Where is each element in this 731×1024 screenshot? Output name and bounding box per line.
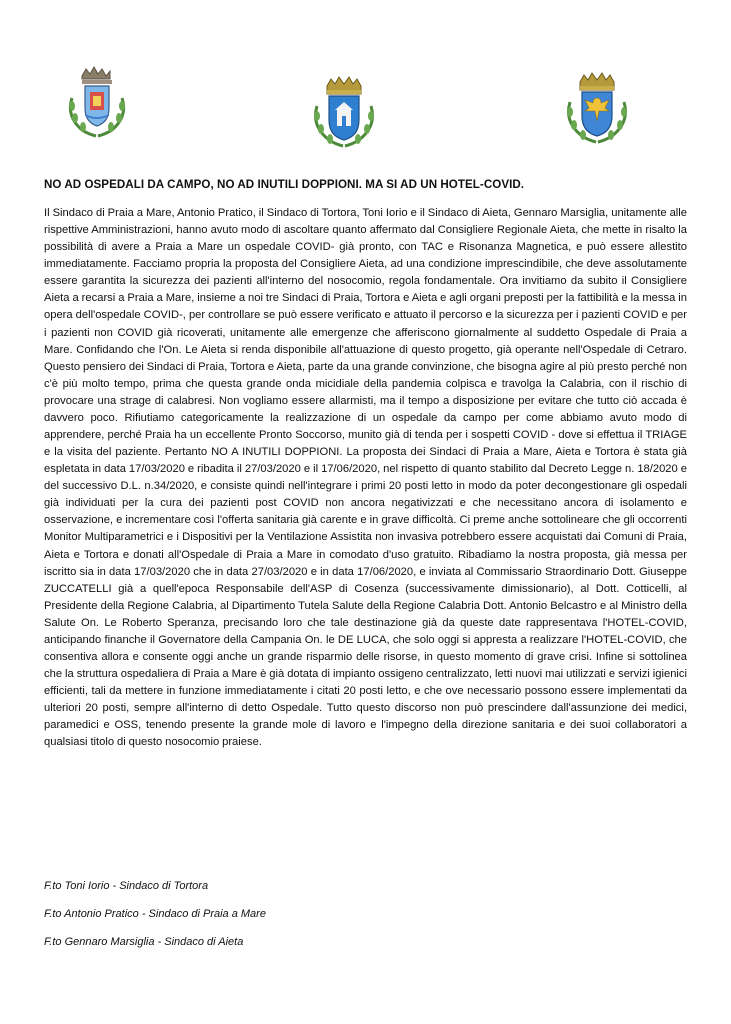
signature-praia-a-mare: F.to Antonio Pratico - Sindaco di Praia a Mare <box>44 908 266 920</box>
praia-a-mare-crest-icon <box>60 66 134 142</box>
document-title: NO AD OSPEDALI DA CAMPO, NO AD INUTILI DOPPIONI. MA SI AD UN HOTEL-COVID. <box>44 178 525 191</box>
tortora-crest-icon <box>307 76 381 154</box>
signature-tortora: F.to Toni Iorio - Sindaco di Tortora <box>44 880 209 892</box>
signatures-block <box>44 880 266 964</box>
aieta-crest-icon <box>560 72 634 152</box>
signature-aieta: F.to Gennaro Marsiglia - Sindaco di Aieta <box>44 936 244 948</box>
crests-row <box>0 66 731 156</box>
document-body: Il Sindaco di Praia a Mare, Antonio Pratico, il Sindaco di Tortora, Toni Iorio e il Sindaco di Aieta, Gennaro Marsiglia, unitamente alle rispettive Amministrazioni, hanno avuto modo di ascoltare quanto affermato dal Consigliere Regionale Aieta, che mette in risalto la possibilità di avere a Praia a Mare un ospedale COVID- già pronto, con TAC e Risonanza Magnetica, e può essere allestito immediatamente. Facciamo propria la proposta del Consigliere Aieta, ad una condizione imprescindibile, che deve assolutamente essere garantita la sicurezza dei pazienti all'interno del nosocomio, regola fondamentale. Ora invitiamo da subito il Consigliere Aieta a recarsi a Praia a Mare, insieme a noi tre Sindaci di Praia, Tortora e Aieta e agli organi preposti per la fattibilità e la messa in opera dell'ospedale COVID-, per controllare se può essere verificato e attuato il percorso e la sicurezza per i pazienti COVID e per i pazienti non COVID già ricoverati, unitamente alle emergenze che afferiscono giornalmente al suddetto Ospedale di Praia a Mare. Confidando che l'On. Le Aieta si renda disponibile all'attuazione di questo progetto, già operante nell'Ospedale di Cetraro. Questo pensiero dei Sindaci di Praia, Tortora e Aieta, parte da una grande convinzione, che bisogna agire al più presto perché non c'è più molto tempo, prima che questa grande onda micidiale della pandemia colpisca e travolga la Calabria, con il rischio di provocare una strage di calabresi. Non vogliamo essere allarmisti, ma il tempo a disposizione per evitare che tutto ciò accada è davvero poco. Rifiutiamo categoricamente la realizzazione di un ospedale da campo per come abbiamo avuto modo di apprendere, perché Praia ha un eccellente Pronto Soccorso, munito già di tenda per i sospetti COVID - dove si effettua il TRIAGE e la visita del paziente. Pertanto NO A INUTILI DOPPIONI. La proposta dei Sindaci di Praia a Mare, Aieta e Tortora è stata già espletata in data 17/03/2020 e ribadita il 27/03/2020 e il 17/06/2020, nel rispetto di quanto stabilito dal Decreto Legge n. 18/2020 e del successivo D.L. n.34/2020, e consiste quindi nell'integrare i primi 20 posti letto in modo da poter decongestionare gli ospedali già individuati per la cura dei pazienti post COVID non ancora negativizzati e che necessitano ancora di isolamento e osservazione, e incrementare così l'offerta sanitaria già carente e in grave difficoltà. Ci preme anche sottolineare che gli occorrenti Monitor Multiparametrici e i Dispositivi per la Ventilazione Assistita non invasiva potrebbero essere acquistati dai Comuni di Praia, Aieta e Tortora e donati all'Ospedale di Praia a Mare in comodato d'uso gratuito. Ribadiamo la nostra proposta, già messa per iscritto sia in data 17/03/2020 che in data 27/03/2020 e in data 17/06/2020, e inviata al Commissario Straordinario Dott. Giuseppe ZUCCATELLI già a quell'epoca Responsabile dell'ASP di Cosenza (successivamente dimissionario), al Dott. Cotticelli, al Presidente della Regione Calabria, al Dipartimento Tutela Salute della Regione Calabria Dott. Antonio Belcastro e al Ministro della Salute On. Le Roberto Speranza, precisando loro che tale destinazione già da queste date rappresentava l'HOTEL-COVID, anticipando finanche il Governatore della Campania On. le DE LUCA, che solo oggi si appresta a realizzare l'HOTEL-COVID, che consentiva allora e consente oggi anche un grande risparmio delle risorse, in questo momento di grave crisi. Infine si sottolinea che la struttura ospedaliera di Praia a Mare è già dotata di impianto ossigeno centralizzato, letti nuovi mai utilizzati e servizi igienici efficienti, tali da mettere in funzione immediatamente i citati 20 posti letto, e che ove necessario possono essere implementati da ulteriori 20 posti, sempre all'interno di detto Ospedale. Tutto questo discorso non può prescindere dall'assunzione dei medici, paramedici e OSS, tenendo presente la grande mole di lavoro e l'impegno della direzione sanitaria e dei suoi collaboratori a qualsiasi titolo di questo nosocomio praiese. <box>44 207 687 749</box>
